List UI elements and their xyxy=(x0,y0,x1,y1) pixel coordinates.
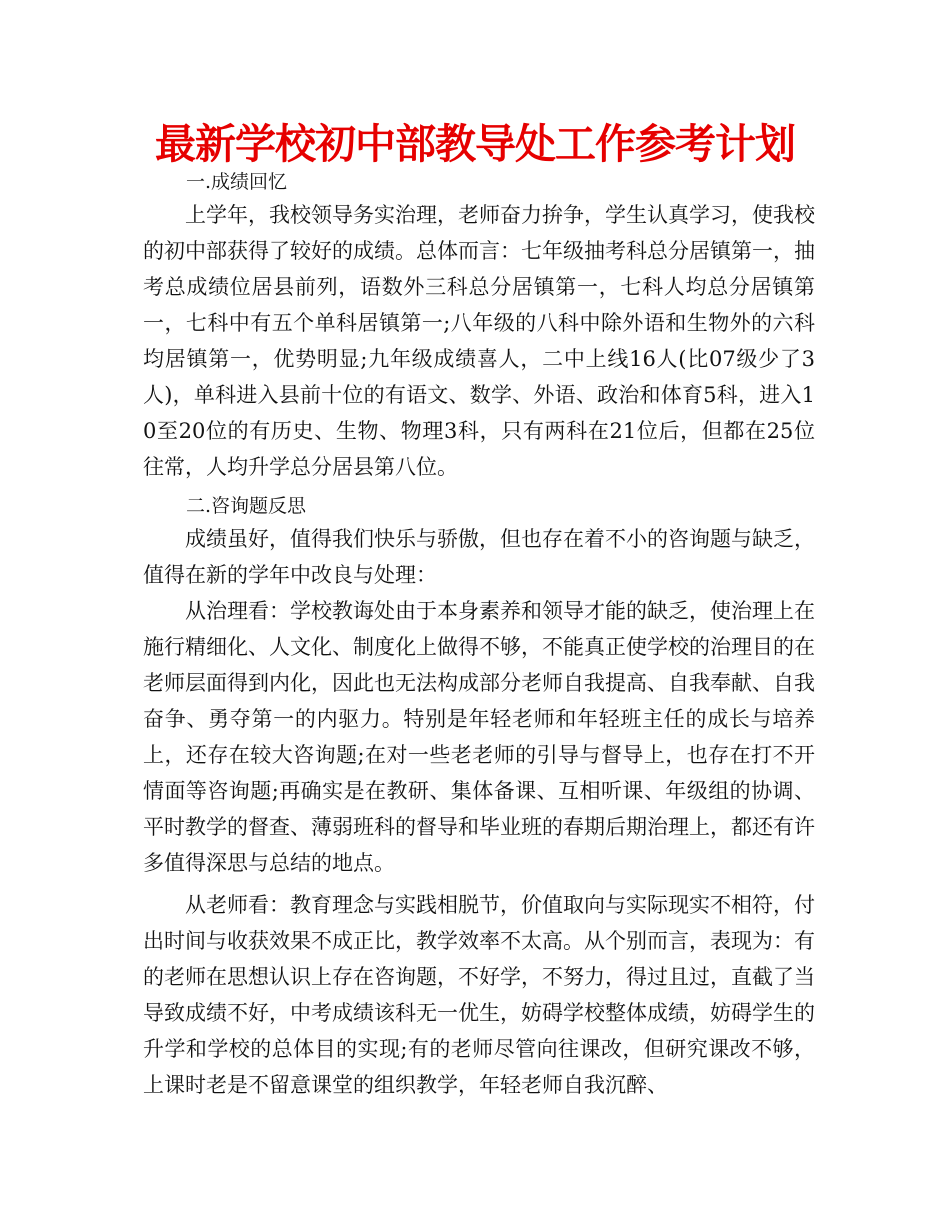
paragraph: 从老师看：教育理念与实践相脱节，价值取向与实际现实不相符，付出时间与收获效果不成正比，教学效率不太高。从个别而言，表现为：有的老师在思想认识上存在咨询题，不好学，不努力，得过且过，直截了当导致成绩不好，中考成绩该科无一优生，妨碍学校整体成绩，妨碍学生的升学和学校的总体目的实现;有的老师尽管向往课改，但研究课改不够，上课时老是不留意课堂的组织教学，年轻老师自我沉醉、 xyxy=(143,893,815,1097)
paragraph: 上学年，我校领导务实治理，老师奋力拚争，学生认真学习，使我校的初中部获得了较好的成绩。总体而言：七年级抽考科总分居镇第一，抽考总成绩位居县前列，语数外三科总分居镇第一，七科人均总分居镇第一，七科中有五个单科居镇第一;八年级的八科中除外语和生物外的六科均居镇第一，优势明显;九年级成绩喜人，二中上线16人(比07级少了3人)，单科进入县前十位的有语文、数学、外语、政治和体育5科，进入10至20位的有历史、生物、物理3科，只有两科在21位后，但都在25位往常，人均升学总分居县第八位。 xyxy=(143,203,815,479)
document-title: 最新学校初中部教导处工作参考计划 xyxy=(155,120,795,168)
section-2-body xyxy=(143,521,815,1103)
section-heading-2: 二.咨询题反思 xyxy=(186,495,307,517)
paragraph: 成绩虽好，值得我们快乐与骄傲，但也存在着不小的咨询题与缺乏，值得在新的学年中改良与处理： xyxy=(143,527,815,587)
section-heading-1: 一.成绩回忆 xyxy=(186,171,288,193)
paragraph: 从治理看：学校教诲处由于本身素养和领导才能的缺乏，使治理上在施行精细化、人文化、制度化上做得不够，不能真正使学校的治理目的在老师层面得到内化，因此也无法构成部分老师自我提高、自我奉献、自我奋争、勇夺第一的内驱力。特别是年轻老师和年轻班主任的成长与培养上，还存在较大咨询题;在对一些老老师的引导与督导上，也存在打不开情面等咨询题;再确实是在教研、集体备课、互相听课、年级组的协调、平时教学的督查、薄弱班科的督导和毕业班的春期后期治理上，都还有许多值得深思与总结的地点。 xyxy=(143,599,815,875)
section-1-body xyxy=(143,197,815,485)
